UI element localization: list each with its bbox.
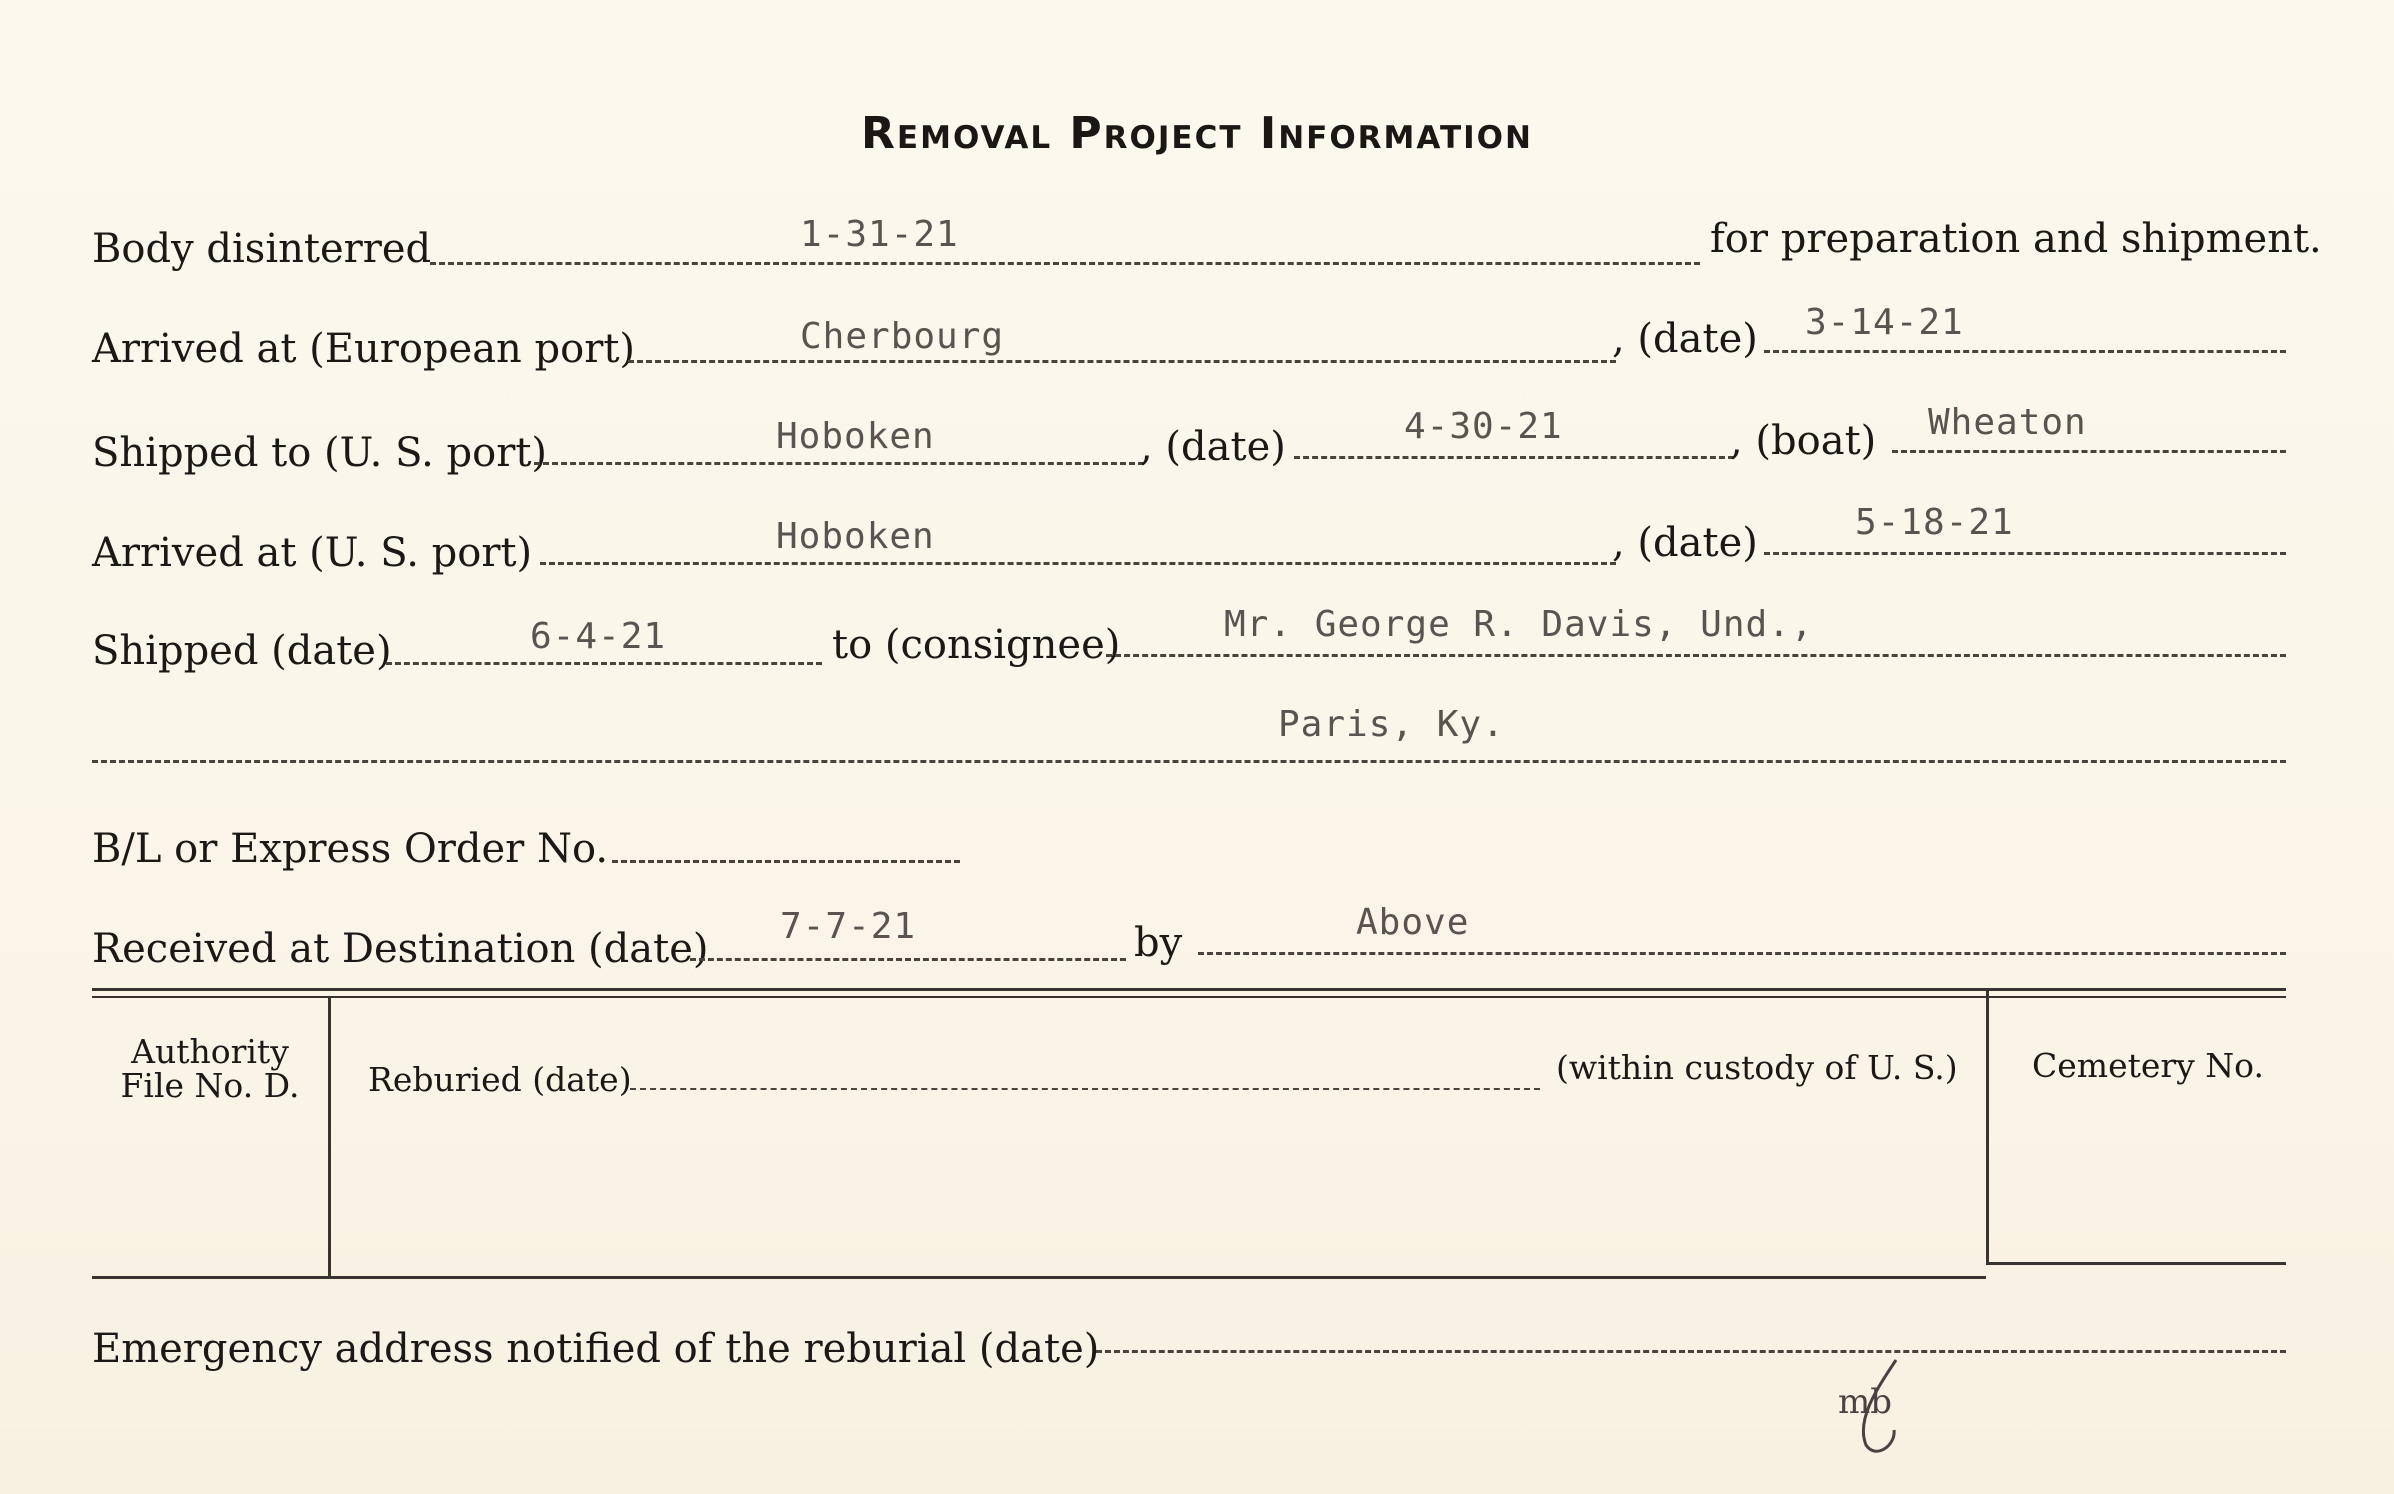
received-date-value: 7-7-21 — [780, 906, 917, 947]
cemetery-no-label: Cemetery No. — [2032, 1046, 2264, 1085]
arrived-us-line — [540, 562, 1616, 565]
file-no-label: File No. D. — [120, 1066, 300, 1105]
body-disinterred-line — [430, 262, 1700, 265]
received-by-line — [1198, 952, 2286, 955]
consignee-line — [1106, 654, 2286, 657]
received-by-value: Above — [1356, 902, 1470, 943]
page-title: Removal Project Information — [861, 108, 1533, 159]
arrived-us-label: Arrived at (U. S. port) — [92, 530, 533, 576]
shipped-us-boat-label: , (boat) — [1730, 418, 1877, 464]
table-bottom-rule-right — [1986, 1262, 2286, 1265]
reburied-line — [630, 1088, 1540, 1090]
initials-signature: mb — [1838, 1382, 1893, 1422]
shipped-us-date-label: , (date) — [1140, 424, 1286, 470]
shipped-us-date-line — [1294, 456, 1734, 459]
body-disinterred-suffix: for preparation and shipment. — [1710, 216, 2322, 262]
shipped-date-line — [386, 662, 822, 665]
received-by-label: by — [1134, 920, 1183, 966]
emergency-line — [1096, 1350, 2286, 1353]
shipped-date-label: Shipped (date) — [92, 628, 392, 674]
table-top-rule-inner — [92, 996, 2286, 998]
table-bottom-rule-left — [92, 1276, 1986, 1279]
shipped-date-value: 6-4-21 — [530, 616, 667, 657]
arrived-us-date-label: , (date) — [1612, 520, 1758, 566]
shipped-us-boat-value: Wheaton — [1928, 402, 2087, 443]
received-date-line — [690, 958, 1126, 961]
body-disinterred-value: 1-31-21 — [800, 214, 959, 255]
arrived-us-date-value: 5-18-21 — [1855, 502, 2014, 543]
authority-label: Authority — [131, 1032, 289, 1071]
consignee-line2-value: Paris, Ky. — [1278, 704, 1505, 745]
initials-flourish — [1836, 1350, 1916, 1460]
arrived-european-date-line — [1764, 350, 2286, 353]
table-divider-left — [328, 998, 331, 1276]
shipped-us-boat-line — [1892, 450, 2286, 453]
consignee-label: to (consignee) — [832, 622, 1121, 668]
shipped-us-port-value: Hoboken — [776, 416, 935, 457]
arrived-european-line — [628, 360, 1616, 363]
shipped-us-label: Shipped to (U. S. port) — [92, 430, 547, 476]
arrived-european-date-value: 3-14-21 — [1805, 302, 1964, 343]
bl-order-label: B/L or Express Order No. — [92, 826, 609, 872]
shipped-us-date-value: 4-30-21 — [1404, 406, 1563, 447]
shipped-us-line — [534, 462, 1144, 465]
consignee-continuation-line — [92, 760, 2286, 763]
emergency-label: Emergency address notified of the reburial (date) — [92, 1326, 1100, 1372]
arrived-european-label: Arrived at (European port) — [92, 326, 636, 372]
arrived-european-date-label: , (date) — [1612, 316, 1758, 362]
custody-label: (within custody of U. S.) — [1556, 1048, 1958, 1087]
arrived-european-port-value: Cherbourg — [800, 316, 1005, 357]
arrived-us-port-value: Hoboken — [776, 516, 935, 557]
consignee-line1-value: Mr. George R. Davis, Und., — [1224, 604, 1814, 645]
table-top-rule — [92, 988, 2286, 991]
reburied-label: Reburied (date) — [368, 1060, 632, 1099]
table-divider-right — [1986, 988, 1989, 1264]
body-disinterred-label: Body disinterred — [92, 226, 432, 272]
bl-order-line — [612, 860, 960, 863]
arrived-us-date-line — [1764, 552, 2286, 555]
received-label: Received at Destination (date) — [92, 926, 709, 972]
